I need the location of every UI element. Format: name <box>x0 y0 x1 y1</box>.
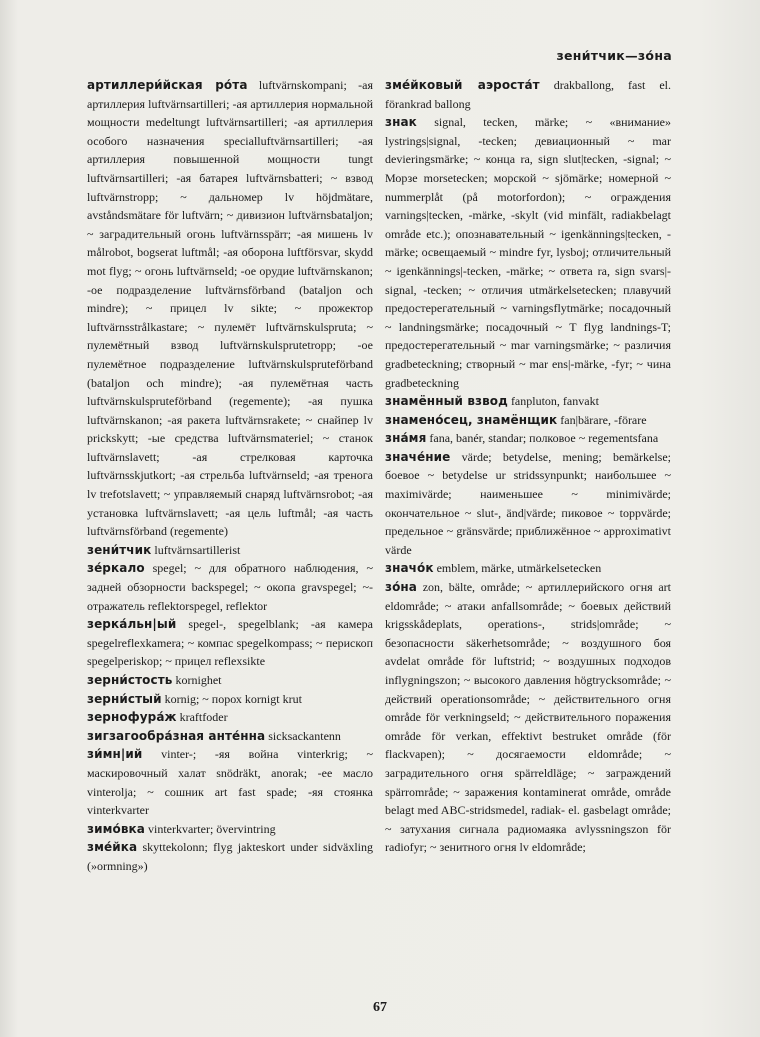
dictionary-entry <box>87 559 373 615</box>
entry-text: vinter-; -яя война vinterkrig; ~ маскировочный халат snödräkt, anorak; -ее масло vinterolja; ~ сошник art fast spade; -яя стоянка vinterkvarter <box>87 747 373 818</box>
entry-text: fanpluton, fanvakt <box>507 394 599 409</box>
entry-headword: зигзагообра́зная анте́нна <box>87 728 266 743</box>
entry-text: kraftfoder <box>176 710 228 725</box>
dictionary-entry <box>87 745 373 819</box>
entry-text: spegel-, spegelblank; -ая камера spegelreflexkamera; ~ компас spegelkompass; ~ перископ spegelperiskop; ~ прицел reflexsikte <box>87 617 373 669</box>
dictionary-entry <box>87 541 373 560</box>
dictionary-entry <box>385 448 671 560</box>
entry-text: emblem, märke, utmärkelsetecken <box>433 561 602 576</box>
dictionary-entry <box>87 671 373 690</box>
entry-headword: зени́тчик <box>87 542 152 557</box>
entry-headword: зо́на <box>385 580 418 595</box>
entry-text: luftvärnsartillerist <box>151 542 241 557</box>
dictionary-entry <box>385 411 671 430</box>
entry-text: skyttekolonn; flyg jakteskort under sidväxling (»ormning») <box>87 840 373 873</box>
entry-text: värde; betydelse, mening; bemärkelse; боевое ~ betydelse ur stridssynpunkt; наибольшее ~ maximivärde; наименьшее ~ minimivärde; окончательное ~ slut-, änd|värde; пиковое ~ toppvärde; предельное ~ gränsvärde; приближённое ~ approximativt värde <box>385 449 671 557</box>
dictionary-entry <box>385 578 671 857</box>
entry-headword: знамённый взвод <box>385 394 508 409</box>
dictionary-entry <box>87 727 373 746</box>
entry-text: fan|bärare, -förare <box>557 412 647 427</box>
running-header: зени́тчик—зо́на <box>556 48 672 63</box>
dictionary-entry <box>385 113 671 392</box>
dictionary-entry <box>385 76 671 113</box>
page-number: 67 <box>373 1000 387 1015</box>
dictionary-entry <box>87 76 373 541</box>
entry-text: kornig; ~ порох kornigt krut <box>161 691 302 706</box>
dictionary-entry <box>87 708 373 727</box>
entry-text: spegel; ~ для обратного наблюдения, ~ задней обзорности backspegel; ~ окопа gravspegel; ~-отражатель reflektorspegel, reflektor <box>87 561 373 613</box>
entry-text: drakballong, fast el. förankrad ballong <box>385 78 671 111</box>
entry-text: kornighet <box>172 673 222 687</box>
entry-headword: зна́мя <box>385 431 427 446</box>
entry-headword: зимо́вка <box>87 821 145 836</box>
entry-text: sicksackantenn <box>265 728 341 743</box>
entry-headword: зерка́льн|ый <box>87 617 177 632</box>
entry-headword: значе́ние <box>385 449 451 464</box>
dictionary-entry <box>87 838 373 875</box>
left-column <box>87 76 373 876</box>
entry-headword: знак <box>385 115 417 130</box>
entry-headword: зерни́стость <box>87 673 173 687</box>
dictionary-entry <box>385 429 671 448</box>
entry-headword: значо́к <box>385 561 434 576</box>
entry-text: luftvärnskompani; -ая артиллерия luftvärnsartilleri; -ая артиллерия нормальной мощности medeltungt luftvärnsartilleri; -ая артиллерия особого назначения specialluftvärnsartilleri; -ая артиллерия повышенной мощности tungt luftvärnsartilleri; -ая батарея luftvärnsbatteri; ~ взвод luftvärnstropp; ~ дальномер lv höjdmätare, avståndsmätare för luftvärn; ~ дивизион luftvärnsbataljon; ~ заградительный огонь luftvärnsspärr; -ая мишень lv målrobot, bogserat luftmål; -ая оборона luftförsvar, skydd mot flyg; ~ огонь luftvärnseld; -ое орудие luftvärnskanon; -ое подразделение luftvärnsförband (bataljon och mindre); ~ прицел lv sikte; ~ прожектор luftvärnsstrålkastare; ~ пулемёт luftvärnskulspruta; ~ пулемётный взвод luftvärnskulsprutetropp; -ое пулемётное подразделение luftvärnskulspruteförband (bataljon och mindre); -ая пулемётная часть luftvärnskulspruteförband (regemente); -ая пушка luftvärnskanon; -ая ракета luftvärnsrakete; ~ снайпер lv prickskytt; -ые средства luftvärnsmateriel; ~ станок luftvärnslavett; -ая стрелковая карточка luftvärnsskjutkort; -ая стрельба luftvärnseld; -ая тренога lv trefotslavett; ~ управляемый снаряд luftvärnsrobot; -ая установка luftvärnslavett; -ая цель luftmål; -ая часть luftvärnsförband (regemente) <box>87 78 374 539</box>
dictionary-entry <box>87 690 373 709</box>
entry-headword: зе́ркало <box>87 561 145 576</box>
dictionary-entry <box>385 559 671 578</box>
entry-text: vinterkvarter; övervintring <box>144 821 276 836</box>
entry-text: fana, banér, standar; полковое ~ regementsfana <box>426 431 659 446</box>
right-column <box>385 76 671 857</box>
entry-text: signal, tecken, märke; ~ «внимание» lystrings|signal, -tecken; девиационный ~ mar devieringsmärke; ~ конца ra, sign slut|tecken, -signal; ~ Морзе morsetecken; морской ~ sjömärke; номерной ~ nummerplåt (på motorfordon); ~ ограждения varnings|tecken, -märke, -skylt (vid minfält, radiakbelagt område etc.); опознавательный ~ igenkännings|tecken, -märke; освещаемый ~ mindre fyr, lysboj; отличительный ~ igenkännings|-tecken, -märke; ~ ответа ra, sign svars|-signal, -tecken; ~ отличия utmärkelsetecken; плавучий предостерегательный ~ varningsflytmärke; посадочный ~ landningsmärke; посадочный ~ Т flyg landnings-T; предостерегательный ~ mar varningsmärke; ~ различия gradbeteckning; створный ~ mar ens|-märke, -fyr; ~ чина gradbeteckning <box>385 115 671 390</box>
entry-text: zon, bälte, område; ~ артиллерийского огня art eldområde; ~ атаки anfallsområde; ~ боевых действий krigsskådeplats, operations-, strids|område; ~ безопасности säkerhetsområde; ~ воздушного боя avdelat område för luftstrid; ~ воздушных подходов inflygningszon; ~ высокого давления högtrycksområde; ~ действий operationsområde; ~ действительного огня område för verkningseld; ~ действительного поражения område för verkan, effektivt bestruket område (för flackvapen); ~ досягаемости eldområde; ~ заградительного огня spärreldläge; ~ заграждений spärrområde; ~ заражения kontaminerat område, område belagt med ABC-stridsmedel, radiak- el. gasbelagt område; ~ затухания сигнала радиомаяка avlyssningszon för radiofyr; ~ зенитного огня lv eldområde; <box>385 580 671 855</box>
dictionary-entry <box>87 615 373 671</box>
entry-headword: артиллери́йская ро́та <box>87 78 248 92</box>
entry-headword: зме́йка <box>87 840 138 855</box>
entry-headword: зернофура́ж <box>87 710 177 725</box>
dictionary-entry <box>87 820 373 839</box>
entry-headword: зи́мн|ий <box>87 747 143 762</box>
entry-headword: зерни́стый <box>87 691 162 706</box>
entry-headword: зме́йковый аэроста́т <box>385 78 540 92</box>
dictionary-entry <box>385 392 671 411</box>
entry-headword: знамено́сец, знамёнщик <box>385 412 558 427</box>
